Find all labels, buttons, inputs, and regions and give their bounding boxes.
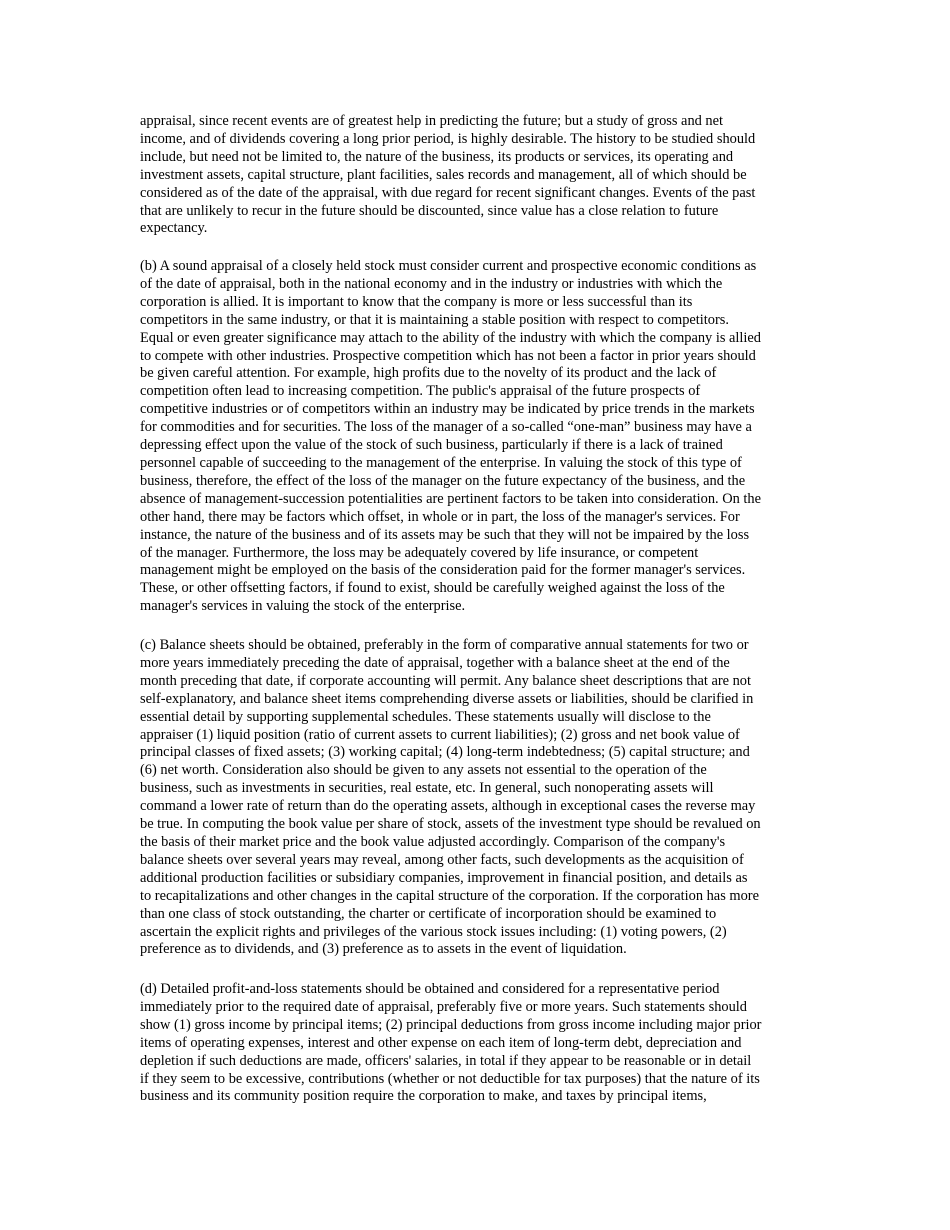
paragraph-b: (b) A sound appraisal of a closely held stock must consider current and prospective economic conditions as of the date of appraisal, both in the national economy and in the industry or industries with which the corporation is allied. It is important to know that the company is more or less successful than its competitors in the same industry, or that it is maintaining a stable position with respect to competitors. Equal or even greater significance may attach to the ability of the industry with which the company is allied to compete with other industries. Prospective competition which has not been a factor in prior years should be given careful attention. For example, high profits due to the novelty of its product and the lack of competition often lead to increasing competition. The public's appraisal of the future prospects of competitive industries or of competitors within an industry may be indicated by price trends in the markets for commodities and for securities. The loss of the manager of a so-called “one-man” business may have a depressing effect upon the value of the stock of such business, particularly if there is a lack of trained personnel capable of succeeding to the management of the enterprise. In valuing the stock of this type of business, therefore, the effect of the loss of the manager on the future expectancy of the business, and the absence of management-succession potentialities are pertinent factors to be taken into consideration. On the other hand, there may be factors which offset, in whole or in part, the loss of the manager's services. For instance, the nature of the business and of its assets may be such that they will not be impaired by the loss of the manager. Furthermore, the loss may be adequately covered by life insurance, or competent management might be employed on the basis of the consideration paid for the former manager's services. These, or other offsetting factors, if found to exist, should be carefully weighed against the loss of the manager's services in valuing the stock of the enterprise. — [140, 258, 761, 615]
paragraph-c: (c) Balance sheets should be obtained, preferably in the form of comparative annual statements for two or more years immediately preceding the date of appraisal, together with a balance sheet at the end of the month preceding that date, if corporate accounting will permit. Any balance sheet descriptions that are not self-explanatory, and balance sheet items comprehending diverse assets or liabilities, should be clarified in essential detail by supporting supplemental schedules. These statements usually will disclose to the appraiser (1) liquid position (ratio of current assets to current liabilities); (2) gross and net book value of principal classes of fixed assets; (3) working capital; (4) long-term indebtedness; (5) capital structure; and (6) net worth. Consideration also should be given to any assets not essential to the operation of the business, such as investments in securities, real estate, etc. In general, such nonoperating assets will command a lower rate of return than do the operating assets, although in exceptional cases the reverse may be true. In computing the book value per share of stock, assets of the investment type should be revalued on the basis of their market price and the book value adjusted accordingly. Comparison of the company's balance sheets over several years may reveal, among other facts, such developments as the acquisition of additional production facilities or subsidiary companies, improvement in financial position, and details as to recapitalizations and other changes in the capital structure of the corporation. If the corporation has more than one class of stock outstanding, the charter or certificate of incorporation should be examined to ascertain the explicit rights and privileges of the various stock issues including: (1) voting powers, (2) preference as to dividends, and (3) preference as to assets in the event of liquidation. — [140, 637, 761, 958]
paragraph-continuation: appraisal, since recent events are of greatest help in predicting the future; but a study of gross and net income, and of dividends covering a long prior period, is highly desirable. The history to be studied should include, but need not be limited to, the nature of the business, its products or services, its operating and investment assets, capital structure, plant facilities, sales records and management, all of which should be considered as of the date of the appraisal, with due regard for recent significant changes. Events of the past that are unlikely to recur in the future should be discounted, since value has a close relation to future expectancy. — [140, 113, 756, 237]
paragraph-d: (d) Detailed profit-and-loss statements should be obtained and considered for a representative period immediately prior to the required date of appraisal, preferably five or more years. Such statements should show (1) gross income by principal items; (2) principal deductions from gross income including major prior items of operating expenses, interest and other expense on each item of long-term debt, depreciation and depletion if such deductions are made, officers' salaries, in total if they appear to be reasonable or in detail if they seem to be excessive, contributions (whether or not deductible for tax purposes) that the nature of its business and its community position require the corporation to make, and taxes by principal items, — [140, 981, 762, 1105]
